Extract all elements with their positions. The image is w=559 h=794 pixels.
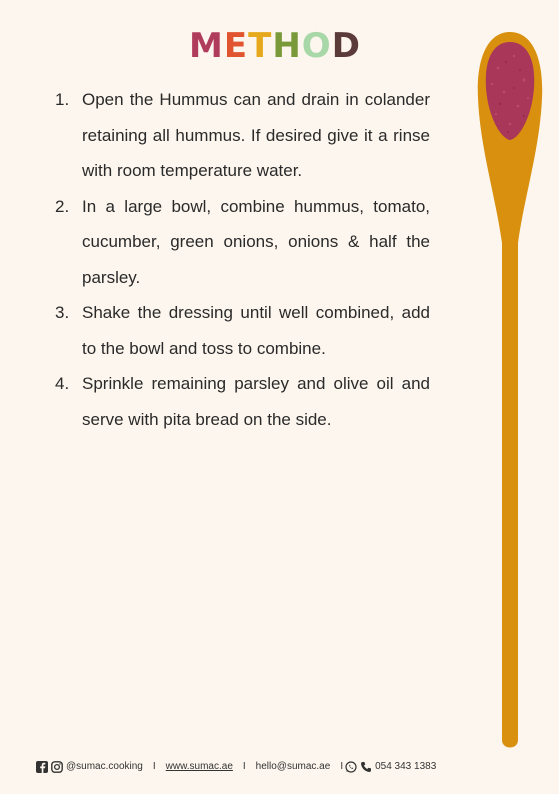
step-number: 2.: [55, 196, 70, 216]
step-text: In a large bowl, combine hummus, tomato, cucumber, green onions, onions & half the parsley.: [82, 196, 430, 287]
step-text: Sprinkle remaining parsley and olive oil and serve with pita bread on the side.: [82, 374, 430, 429]
title-letter: H: [272, 26, 302, 66]
method-step: [52, 295, 430, 366]
title-letter: E: [223, 26, 249, 66]
step-number: 1.: [55, 90, 70, 109]
whatsapp-icon[interactable]: [345, 761, 357, 773]
instagram-icon[interactable]: [51, 761, 63, 773]
step-number: 3.: [55, 303, 70, 322]
spoon-illustration: [474, 28, 546, 754]
phone-icon: [360, 761, 372, 773]
email-link[interactable]: hello@sumac.ae: [255, 761, 331, 772]
footer-separator: I: [152, 761, 156, 772]
method-step: [52, 189, 430, 296]
phone-number[interactable]: 054 343 1383: [375, 761, 437, 772]
social-handle[interactable]: @sumac.cooking: [66, 761, 143, 772]
footer: [36, 758, 516, 776]
method-step: [52, 366, 430, 437]
step-text: Open the Hummus can and drain in colander retaining all hummus. If desired give it a rinse with room temperature water.: [82, 90, 430, 180]
title-letter: D: [331, 26, 361, 66]
title-letter: O: [301, 26, 332, 66]
website-link[interactable]: www.sumac.ae: [165, 761, 233, 772]
step-text: Shake the dressing until well combined, add to the bowl and toss to combine.: [82, 303, 430, 358]
footer-separator: I: [242, 761, 246, 772]
page-title: [0, 26, 550, 66]
method-steps: [52, 82, 430, 437]
footer-separator: I: [340, 761, 344, 772]
method-step: [52, 82, 430, 189]
title-letter: M: [189, 26, 224, 66]
title-letter: T: [248, 26, 273, 66]
facebook-icon[interactable]: [36, 761, 48, 773]
step-number: 4.: [55, 374, 70, 393]
